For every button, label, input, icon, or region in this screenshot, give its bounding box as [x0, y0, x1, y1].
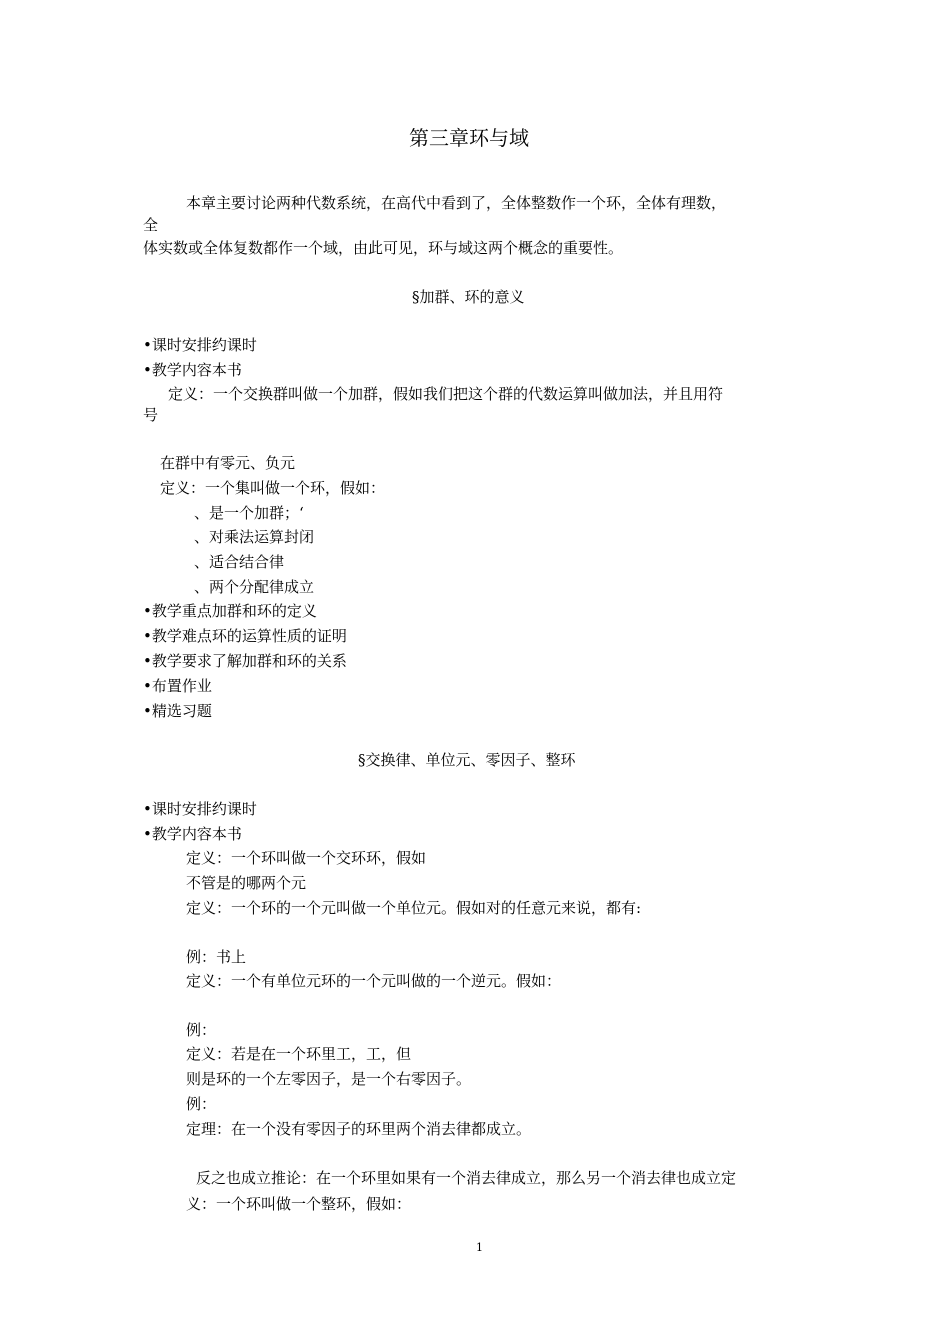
s2-line-3: 定义：一个环的一个元叫做一个单位元。假如对的任意元来说，都有: — [186, 899, 642, 917]
s1-bullet-hours: •课时安排约课时 — [143, 336, 257, 354]
s1-bullet-key: •教学重点加群和环的定义 — [143, 602, 317, 620]
s1-zero-negative: 在群中有零元、负元 — [160, 454, 296, 472]
page-number: 1 — [476, 1241, 483, 1254]
s2-line-11: 反之也成立推论：在一个环里如果有一个消去律成立，那么另一个消去律也成立定 — [196, 1169, 737, 1187]
s2-line-5: 定义：一个有单位元环的一个元叫做的一个逆元。假如： — [186, 972, 562, 990]
s1-definition-addgroup-1: 定义：一个交换群叫做一个加群，假如我们把这个群的代数运算叫做加法，并且用符 — [168, 385, 724, 403]
s2-line-6: 例： — [186, 1021, 217, 1039]
s2-bullet-hours: •课时安排约课时 — [143, 800, 257, 818]
intro-line-1-wrap: 全 — [143, 216, 159, 234]
s2-line-9: 例： — [186, 1095, 217, 1113]
intro-line-2: 体实数或全体复数都作一个域，由此可见，环与域这两个概念的重要性。 — [143, 239, 624, 257]
s1-bullet-exercises: •精选习题 — [143, 702, 212, 720]
section-2-heading: §交换律、单位元、零因子、整环 — [358, 751, 576, 769]
chapter-title: 第三章环与域 — [409, 126, 529, 150]
s2-line-12: 义：一个环叫做一个整环，假如： — [186, 1195, 412, 1213]
s1-definition-ring: 定义：一个集叫做一个环，假如： — [160, 479, 386, 497]
s2-line-8: 则是环的一个左零因子，是一个右零因子。 — [186, 1070, 472, 1088]
s1-ring-condition-4: 、两个分配律成立 — [194, 578, 315, 596]
s1-definition-addgroup-2: 号 — [143, 406, 159, 424]
s1-ring-condition-2: 、对乘法运算封闭 — [194, 528, 315, 546]
s1-bullet-homework: •布置作业 — [143, 677, 212, 695]
s1-bullet-content: •教学内容本书 — [143, 361, 242, 379]
s1-bullet-difficult: •教学难点环的运算性质的证明 — [143, 627, 347, 645]
section-1-heading: §加群、环的意义 — [412, 288, 525, 306]
s2-line-4: 例：书上 — [186, 948, 247, 966]
s2-line-7: 定义：若是在一个环里工，工，但 — [186, 1045, 412, 1063]
s2-line-10: 定理：在一个没有零因子的环里两个消去律都成立。 — [186, 1120, 532, 1138]
s2-bullet-content: •教学内容本书 — [143, 825, 242, 843]
s2-line-2: 不管是的哪两个元 — [186, 874, 307, 892]
s2-line-1: 定义：一个环叫做一个交环环，假如 — [186, 849, 427, 867]
intro-line-1: 本章主要讨论两种代数系统，在高代中看到了，全体整数作一个环，全体有理数， — [186, 194, 727, 212]
s1-ring-condition-3: 、适合结合律 — [194, 553, 285, 571]
s1-bullet-require: •教学要求了解加群和环的关系 — [143, 652, 347, 670]
s1-ring-condition-1: 、是一个加群；‘ — [194, 504, 304, 522]
